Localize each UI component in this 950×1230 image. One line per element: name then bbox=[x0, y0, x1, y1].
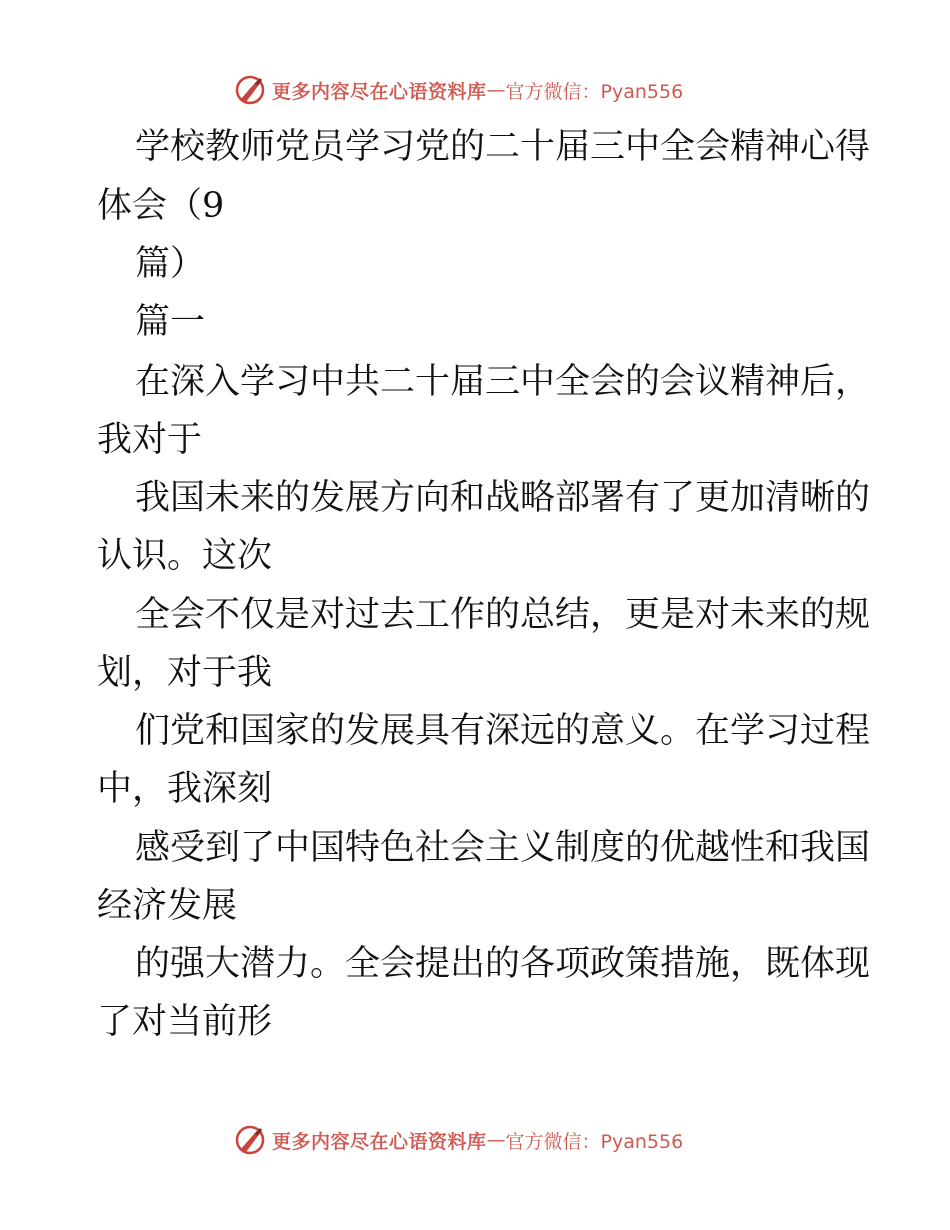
title-line-2: 体会（9 bbox=[97, 186, 225, 226]
body-line: 认识。这次 bbox=[97, 536, 273, 576]
body-line: 我国未来的发展方向和战略部署有了更加清晰的 bbox=[135, 478, 871, 518]
body-line: 感受到了中国特色社会主义制度的优越性和我国 bbox=[135, 828, 871, 868]
header-banner bbox=[234, 73, 683, 107]
body-line: 中，我深刻 bbox=[97, 769, 273, 809]
body-line: 的强大潜力。全会提出的各项政策措施，既体现 bbox=[135, 944, 871, 984]
banner-contact: 官方微信：Pyan556 bbox=[505, 80, 684, 103]
banner-dash: — bbox=[486, 1129, 506, 1151]
pen-logo-icon bbox=[234, 74, 266, 106]
body-line: 们党和国家的发展具有深远的意义。在学习过程 bbox=[135, 711, 871, 751]
body-line: 全会不仅是对过去工作的总结，更是对未来的规 bbox=[135, 595, 871, 635]
title-line-1: 学校教师党员学习党的二十届三中全会精神心得 bbox=[135, 127, 871, 167]
banner-dash: — bbox=[486, 79, 506, 101]
banner-contact: 官方微信：Pyan556 bbox=[505, 1130, 684, 1153]
footer-banner bbox=[234, 1123, 683, 1157]
section-heading: 篇一 bbox=[135, 302, 206, 342]
body-line: 划，对于我 bbox=[97, 653, 273, 693]
pen-logo-icon bbox=[234, 1124, 266, 1156]
body-line: 经济发展 bbox=[97, 886, 238, 926]
banner-title: 更多内容尽在心语资料库 bbox=[272, 1130, 487, 1153]
body-line: 了对当前形 bbox=[97, 1002, 273, 1042]
banner-title: 更多内容尽在心语资料库 bbox=[272, 80, 487, 103]
body-line: 在深入学习中共二十届三中全会的会议精神后， bbox=[135, 362, 871, 402]
body-line: 我对于 bbox=[97, 420, 203, 460]
title-line-3: 篇） bbox=[135, 244, 206, 284]
